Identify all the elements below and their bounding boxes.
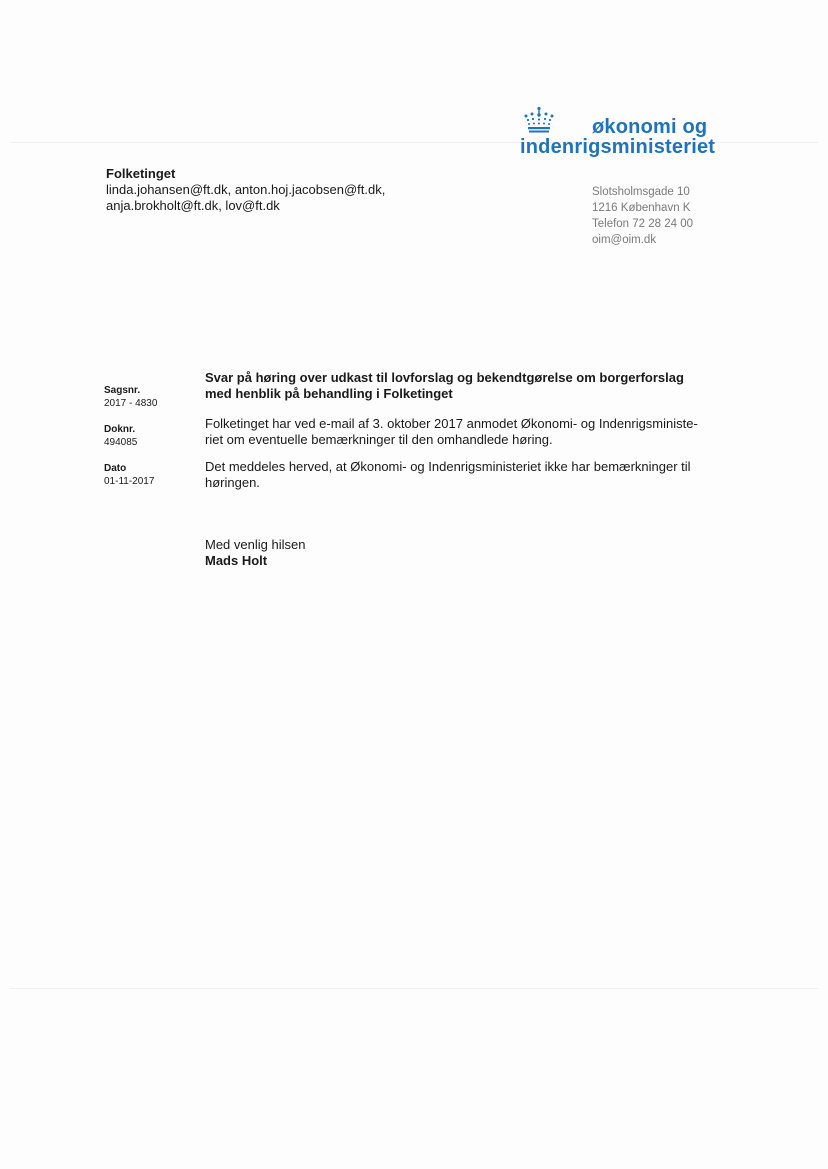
paragraph-line: Det meddeles herved, at Økonomi- og Indenrigsministeriet ikke har bemærkninger til — [205, 459, 691, 474]
case-number-label: Sagsnr. — [104, 385, 141, 396]
case-number — [104, 384, 157, 410]
letter-subject — [205, 370, 705, 402]
letter-date-value: 01-11-2017 — [104, 476, 155, 487]
sender-street: Slotsholmsgade 10 — [592, 186, 690, 198]
sender-city: 1216 København K — [592, 202, 691, 214]
paragraph-line: Folketinget har ved e-mail af 3. oktober 2017 anmodet Økonomi- og Indenrigsministe- — [205, 416, 698, 431]
closing-block — [205, 537, 305, 569]
recipient-emails: anja.brokholt@ft.dk, lov@ft.dk — [106, 198, 280, 213]
subject-line: Svar på høring over udkast til lovforslag og bekendtgørelse om borgerforslag — [205, 370, 684, 385]
crown-icon — [522, 106, 556, 134]
sender-phone: Telefon 72 28 24 00 — [592, 218, 694, 230]
body-paragraph — [205, 416, 705, 448]
recipient-block — [106, 166, 385, 214]
document-number-value: 494085 — [104, 437, 138, 448]
case-number-value: 2017 - 4830 — [104, 398, 158, 409]
letter-date — [104, 462, 154, 488]
signer-name: Mads Holt — [205, 553, 268, 568]
paragraph-line: høringen. — [205, 475, 260, 490]
greeting: Med venlig hilsen — [205, 537, 306, 552]
recipient-emails: linda.johansen@ft.dk, anton.hoj.jacobsen@ft.dk, — [106, 182, 386, 197]
sender-address — [592, 184, 693, 248]
logo-text-line2: indenrigsministeriet — [520, 136, 716, 158]
paragraph-line: riet om eventuelle bemærkninger til den omhandlede høring. — [205, 432, 553, 447]
recipient-name: Folketinget — [106, 166, 176, 181]
letter-date-label: Dato — [104, 463, 127, 474]
logo-text-line1: økonomi og — [592, 116, 708, 138]
ministry-logo — [520, 104, 720, 160]
body-paragraph — [205, 459, 705, 491]
scan-artifact — [10, 988, 818, 989]
sender-email: oim@oim.dk — [592, 234, 657, 246]
document-number — [104, 423, 137, 449]
document-number-label: Doknr. — [104, 424, 136, 435]
subject-line: med henblik på behandling i Folketinget — [205, 386, 453, 401]
